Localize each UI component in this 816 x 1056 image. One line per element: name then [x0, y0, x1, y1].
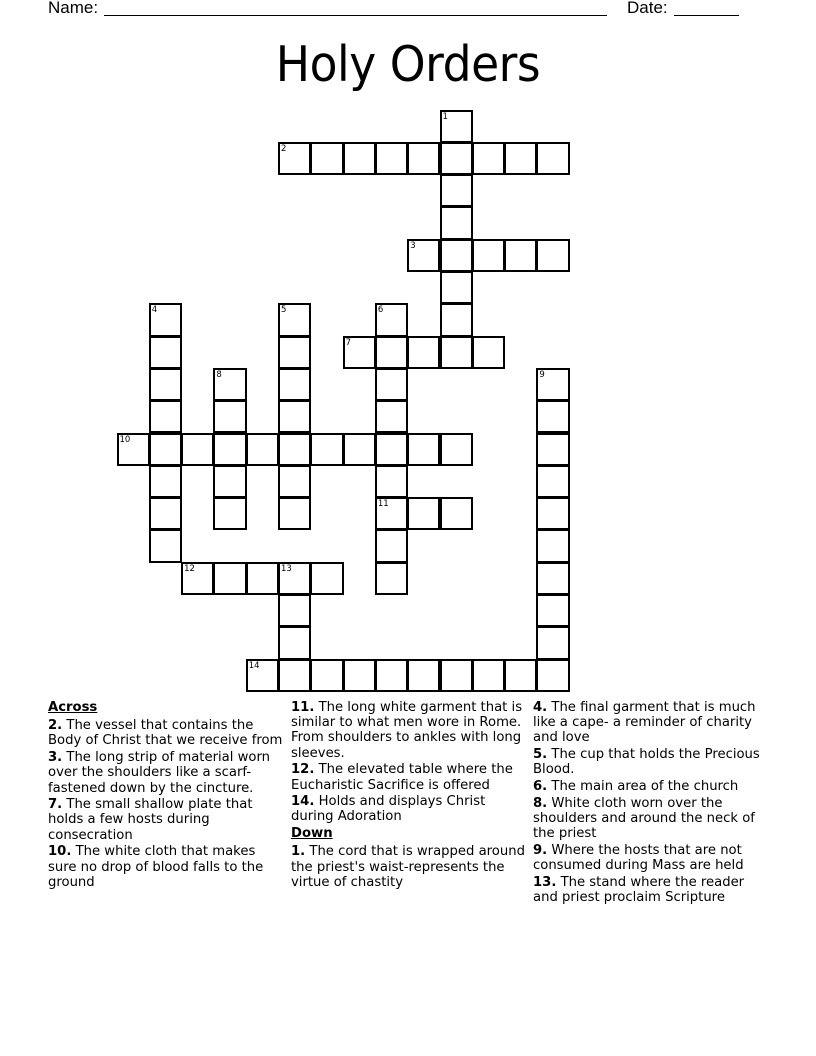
crossword-cell[interactable]: [278, 659, 311, 692]
crossword-cell[interactable]: [375, 303, 408, 336]
crossword-cell[interactable]: [440, 497, 473, 530]
crossword-cell[interactable]: [375, 497, 408, 530]
cell-number: 14: [248, 660, 260, 671]
crossword-cell[interactable]: [149, 433, 182, 466]
crossword-cell[interactable]: [375, 368, 408, 401]
crossword-cell[interactable]: [440, 142, 473, 175]
crossword-cell[interactable]: [536, 594, 569, 627]
crossword-cell[interactable]: [149, 368, 182, 401]
clue-down-5: [533, 747, 773, 777]
clue-text: The vessel that contains the Body of Christ that we receive from: [48, 718, 283, 749]
clue-across-2: [48, 718, 286, 748]
clue-number: 14.: [291, 794, 315, 810]
cell-number: 3: [410, 240, 416, 251]
clues-column-2: [291, 700, 527, 891]
clue-across-10: [48, 844, 286, 890]
cell-number: 13: [281, 563, 292, 574]
cell-number: 4: [151, 305, 158, 316]
clue-down-6: [533, 779, 773, 794]
crossword-cell[interactable]: [504, 142, 537, 175]
crossword-cell[interactable]: [213, 433, 246, 466]
crossword-cell[interactable]: [440, 659, 473, 692]
clue-across-11: [291, 700, 527, 761]
crossword-cell[interactable]: [213, 400, 246, 433]
clue-text: White cloth worn over the shoulders and around the neck of the priest: [533, 795, 755, 842]
crossword-cell[interactable]: [278, 626, 311, 659]
cell-number: 9: [539, 369, 545, 380]
crossword-cell[interactable]: [536, 368, 569, 401]
crossword-cell[interactable]: [472, 336, 505, 369]
crossword-cell[interactable]: [117, 433, 150, 466]
crossword-cell[interactable]: [375, 465, 408, 498]
crossword-cell[interactable]: [440, 336, 473, 369]
cell-number: 10: [119, 434, 131, 445]
crossword-cell[interactable]: [278, 142, 311, 175]
date-label: Date:: [627, 0, 668, 17]
crossword-cell[interactable]: [375, 659, 408, 692]
clue-text: The stand where the reader and priest proclaim Scripture: [533, 874, 745, 905]
crossword-cell[interactable]: [407, 433, 440, 466]
crossword-cell[interactable]: [375, 529, 408, 562]
clue-number: 4.: [533, 700, 548, 715]
down-heading: Down: [291, 826, 333, 842]
crossword-cell[interactable]: [536, 400, 569, 433]
crossword-cell[interactable]: [407, 142, 440, 175]
crossword-cell[interactable]: [440, 110, 473, 143]
crossword-cell[interactable]: [504, 659, 537, 692]
crossword-cell[interactable]: [536, 142, 569, 175]
crossword-cell[interactable]: [310, 433, 343, 466]
crossword-cell[interactable]: [407, 239, 440, 272]
crossword-cell[interactable]: [375, 336, 408, 369]
clue-number: 11.: [291, 700, 315, 715]
crossword-cell[interactable]: [310, 142, 343, 175]
across-heading: Across: [48, 700, 98, 715]
crossword-cell[interactable]: [343, 336, 376, 369]
cell-number: 1: [442, 111, 448, 122]
clue-text: The main area of the church: [551, 779, 739, 795]
crossword-cell[interactable]: [536, 433, 569, 466]
crossword-cell[interactable]: [181, 433, 214, 466]
clues-column-3: [533, 700, 773, 907]
clue-text: The cord that is wrapped around the priest's waist-represents the virtue of chastity: [291, 844, 525, 890]
crossword-cell[interactable]: [149, 303, 182, 336]
crossword-cell[interactable]: [440, 303, 473, 336]
clue-number: 8.: [533, 795, 548, 811]
clue-text: Where the hosts that are not consumed during Mass are held: [533, 842, 744, 874]
clue-number: 3.: [48, 750, 63, 766]
crossword-cell[interactable]: [343, 142, 376, 175]
clue-down-13: [533, 875, 773, 905]
crossword-cell[interactable]: [246, 659, 279, 692]
crossword-cell[interactable]: [278, 303, 311, 336]
cell-number: 2: [281, 143, 287, 154]
crossword-cell[interactable]: [407, 659, 440, 692]
crossword-cell[interactable]: [343, 659, 376, 692]
clue-number: 13.: [533, 874, 557, 890]
crossword-cell[interactable]: [278, 594, 311, 627]
cell-number: 12: [184, 563, 195, 574]
crossword-cell[interactable]: [149, 465, 182, 498]
clue-text: Holds and displays Christ during Adoration: [291, 794, 486, 825]
clue-text: The long white garment that is similar to what men wore in Rome. From shoulders to ankles with long sleeves.: [291, 700, 523, 761]
crossword-cell[interactable]: [213, 562, 246, 595]
crossword-cell[interactable]: [536, 626, 569, 659]
clue-number: 2.: [48, 718, 63, 734]
crossword-cell[interactable]: [213, 497, 246, 530]
cell-number: 7: [345, 337, 352, 348]
crossword-cell[interactable]: [343, 433, 376, 466]
crossword-cell[interactable]: [278, 368, 311, 401]
clue-number: 12.: [291, 762, 315, 778]
crossword-cell[interactable]: [149, 336, 182, 369]
page-title: Holy Orders: [275, 36, 541, 93]
crossword-cell[interactable]: [407, 497, 440, 530]
clue-across-3: [48, 750, 286, 796]
clue-number: 9.: [533, 842, 548, 858]
crossword-cell[interactable]: [213, 368, 246, 401]
crossword-cell[interactable]: [407, 336, 440, 369]
crossword-cell[interactable]: [278, 562, 311, 595]
crossword-cell[interactable]: [310, 659, 343, 692]
crossword-cell[interactable]: [536, 562, 569, 595]
clue-number: 6.: [533, 779, 548, 795]
crossword-cell[interactable]: [536, 465, 569, 498]
clue-number: 1.: [291, 844, 306, 860]
clue-down-1: [291, 844, 527, 890]
crossword-cell[interactable]: [278, 400, 311, 433]
crossword-cell[interactable]: [278, 433, 311, 466]
clue-down-4: [533, 700, 773, 746]
crossword-cell[interactable]: [149, 497, 182, 530]
crossword-cell[interactable]: [149, 400, 182, 433]
crossword-cell[interactable]: [536, 659, 569, 692]
clues-column-1: [48, 700, 286, 891]
clue-text: The cup that holds the Precious Blood.: [533, 747, 760, 778]
crossword-cell[interactable]: [504, 239, 537, 272]
crossword-cell[interactable]: [310, 562, 343, 595]
crossword-cell[interactable]: [278, 497, 311, 530]
name-label: Name:: [48, 0, 99, 17]
cell-number: 8: [216, 369, 222, 380]
crossword-cell[interactable]: [536, 497, 569, 530]
crossword-cell[interactable]: [181, 562, 214, 595]
clue-text: The white cloth that makes sure no drop of blood falls to the ground: [48, 844, 264, 890]
crossword-cell[interactable]: [472, 142, 505, 175]
cell-number: 5: [281, 305, 287, 316]
clue-number: 5.: [533, 747, 548, 763]
clue-down-9: [533, 843, 773, 873]
crossword-cell[interactable]: [278, 336, 311, 369]
clue-text: The elevated table where the Eucharistic Sacrifice is offered: [291, 762, 513, 793]
crossword-cell[interactable]: [213, 465, 246, 498]
crossword-cell[interactable]: [375, 562, 408, 595]
clue-across-14: [291, 794, 527, 824]
crossword-cell[interactable]: [246, 433, 279, 466]
crossword-cell[interactable]: [246, 562, 279, 595]
cell-number: 6: [377, 305, 384, 316]
crossword-cell[interactable]: [149, 529, 182, 562]
clue-down-8: [533, 796, 773, 842]
clue-number: 7.: [48, 797, 63, 813]
clue-text: The long strip of material worn over the shoulders like a scarf-fastened down by the cincture.: [48, 750, 270, 796]
crossword-cell[interactable]: [375, 142, 408, 175]
crossword-cell[interactable]: [440, 174, 473, 207]
crossword-cell[interactable]: [536, 239, 569, 272]
crossword-cell[interactable]: [375, 433, 408, 466]
crossword-cell[interactable]: [440, 433, 473, 466]
clue-text: The final garment that is much like a cape- a reminder of charity and love: [533, 700, 756, 746]
crossword-cell[interactable]: [472, 239, 505, 272]
cell-number: 11: [377, 499, 389, 510]
crossword-cell[interactable]: [440, 206, 473, 239]
crossword-cell[interactable]: [278, 465, 311, 498]
clue-across-12: [291, 762, 527, 792]
crossword-cell[interactable]: [440, 271, 473, 304]
clue-number: 10.: [48, 844, 72, 860]
clue-across-7: [48, 797, 286, 843]
crossword-cell[interactable]: [440, 239, 473, 272]
crossword-cell[interactable]: [536, 529, 569, 562]
crossword-cell[interactable]: [472, 659, 505, 692]
crossword-cell[interactable]: [375, 400, 408, 433]
clue-text: The small shallow plate that holds a few hosts during consecration: [48, 797, 253, 843]
